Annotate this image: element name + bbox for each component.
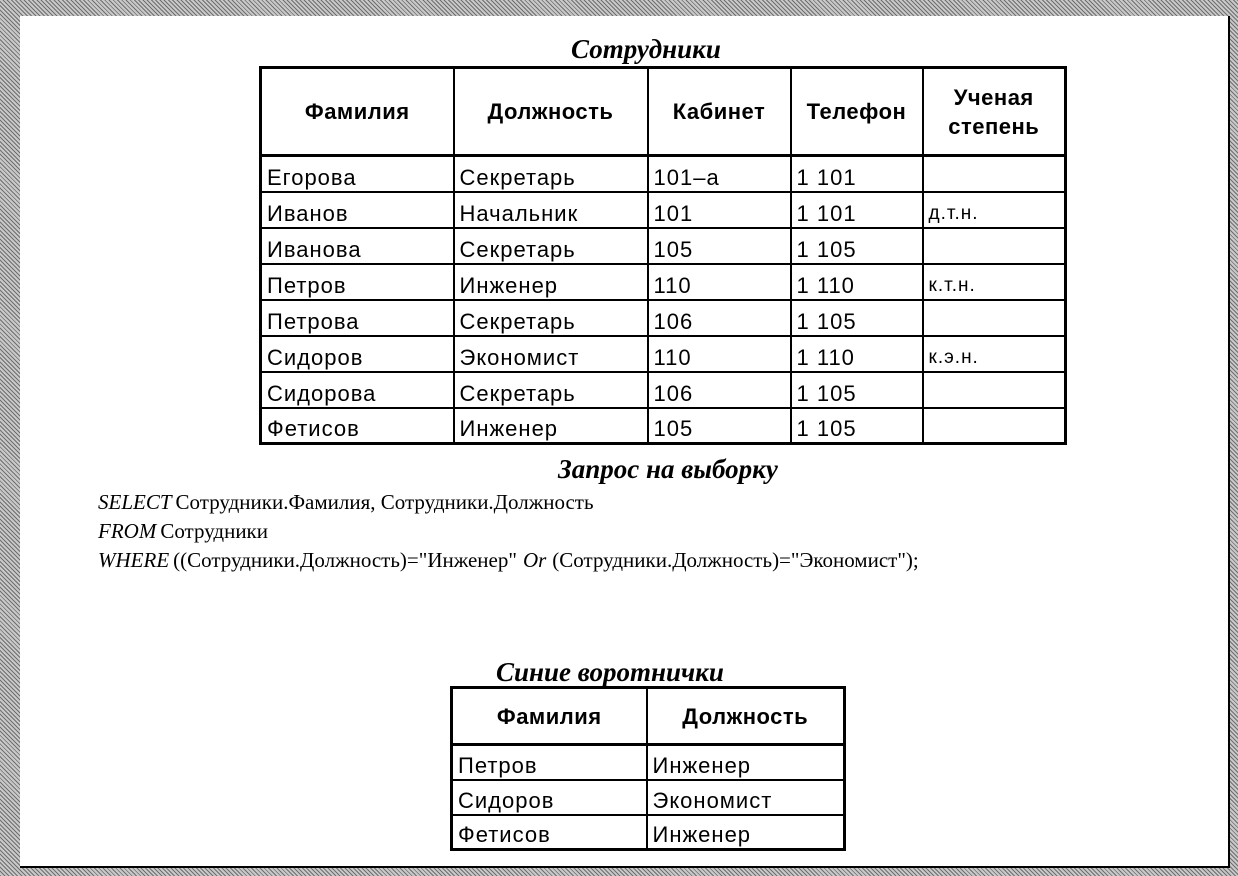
cell-position: Секретарь bbox=[454, 300, 648, 336]
cell-degree bbox=[923, 372, 1066, 408]
cell-phone: 1 105 bbox=[791, 372, 923, 408]
table-row bbox=[452, 780, 845, 815]
table-row bbox=[261, 336, 1066, 372]
sql-where-keyword: WHERE bbox=[98, 548, 170, 572]
cell-office: 106 bbox=[648, 300, 791, 336]
cell-phone: 1 105 bbox=[791, 228, 923, 264]
cell-position: Секретарь bbox=[454, 372, 648, 408]
cell-surname: Петрова bbox=[261, 300, 454, 336]
cell-office: 105 bbox=[648, 408, 791, 444]
sql-select-fields: Сотрудники.Фамилия, Сотрудники.Должность bbox=[175, 490, 594, 514]
cell-position: Начальник bbox=[454, 192, 648, 228]
cell-surname: Фетисов bbox=[261, 408, 454, 444]
cell-office: 101 bbox=[648, 192, 791, 228]
cell-phone: 1 110 bbox=[791, 264, 923, 300]
table-row bbox=[261, 372, 1066, 408]
table-row bbox=[452, 815, 845, 850]
cell-phone: 1 105 bbox=[791, 408, 923, 444]
cell-surname: Фетисов bbox=[452, 815, 647, 850]
cell-position: Инженер bbox=[647, 745, 845, 780]
cell-surname: Сидоров bbox=[452, 780, 647, 815]
employees-table bbox=[259, 66, 1067, 445]
cell-degree: к.т.н. bbox=[923, 264, 1066, 300]
table-row bbox=[452, 745, 845, 780]
cell-surname: Егорова bbox=[261, 156, 454, 192]
cell-position: Секретарь bbox=[454, 228, 648, 264]
cell-surname: Иванова bbox=[261, 228, 454, 264]
cell-surname: Сидоров bbox=[261, 336, 454, 372]
column-header-position: Должность bbox=[454, 68, 648, 156]
column-header-position: Должность bbox=[647, 688, 845, 745]
cell-office: 101–а bbox=[648, 156, 791, 192]
cell-position: Инженер bbox=[647, 815, 845, 850]
cell-position: Экономист bbox=[647, 780, 845, 815]
cell-surname: Сидорова bbox=[261, 372, 454, 408]
sql-select-keyword: SELECT bbox=[98, 490, 172, 514]
column-header-surname: Фамилия bbox=[261, 68, 454, 156]
sql-select-line bbox=[98, 488, 919, 517]
table-row bbox=[261, 156, 1066, 192]
table-row bbox=[261, 228, 1066, 264]
cell-office: 106 bbox=[648, 372, 791, 408]
cell-position: Экономист bbox=[454, 336, 648, 372]
sql-where-condition-1: ((Сотрудники.Должность)="Инженер" bbox=[173, 548, 517, 572]
column-header-surname: Фамилия bbox=[452, 688, 647, 745]
cell-degree bbox=[923, 300, 1066, 336]
cell-phone: 1 105 bbox=[791, 300, 923, 336]
sql-or-keyword: Or bbox=[522, 548, 547, 572]
cell-degree: д.т.н. bbox=[923, 192, 1066, 228]
column-header-degree: Ученая степень bbox=[923, 68, 1066, 156]
table-row bbox=[261, 408, 1066, 444]
sql-where-condition-2: (Сотрудники.Должность)="Экономист"); bbox=[552, 548, 919, 572]
sql-from-line bbox=[98, 517, 919, 546]
column-header-office: Кабинет bbox=[648, 68, 791, 156]
result-header-row bbox=[452, 688, 845, 745]
cell-degree bbox=[923, 408, 1066, 444]
query-title: Запрос на выборку bbox=[558, 454, 778, 484]
employees-header-row bbox=[261, 68, 1066, 156]
cell-surname: Петров bbox=[452, 745, 647, 780]
column-header-phone: Телефон bbox=[791, 68, 923, 156]
cell-degree bbox=[923, 156, 1066, 192]
cell-office: 110 bbox=[648, 264, 791, 300]
cell-position: Инженер bbox=[454, 264, 648, 300]
cell-surname: Иванов bbox=[261, 192, 454, 228]
result-table-title: Синие воротнички bbox=[496, 657, 724, 687]
cell-position: Инженер bbox=[454, 408, 648, 444]
cell-position: Секретарь bbox=[454, 156, 648, 192]
cell-phone: 1 101 bbox=[791, 192, 923, 228]
cell-office: 105 bbox=[648, 228, 791, 264]
cell-degree bbox=[923, 228, 1066, 264]
sql-where-line bbox=[98, 546, 919, 575]
table-row bbox=[261, 300, 1066, 336]
table-row bbox=[261, 264, 1066, 300]
employees-table-title: Сотрудники bbox=[571, 34, 721, 64]
sql-from-keyword: FROM bbox=[98, 519, 157, 543]
result-table bbox=[450, 686, 846, 851]
cell-degree: к.э.н. bbox=[923, 336, 1066, 372]
cell-phone: 1 110 bbox=[791, 336, 923, 372]
document-sheet bbox=[20, 16, 1230, 868]
cell-office: 110 bbox=[648, 336, 791, 372]
table-row bbox=[261, 192, 1066, 228]
cell-phone: 1 101 bbox=[791, 156, 923, 192]
cell-surname: Петров bbox=[261, 264, 454, 300]
sql-query bbox=[98, 488, 919, 575]
sql-from-table: Сотрудники bbox=[160, 519, 268, 543]
